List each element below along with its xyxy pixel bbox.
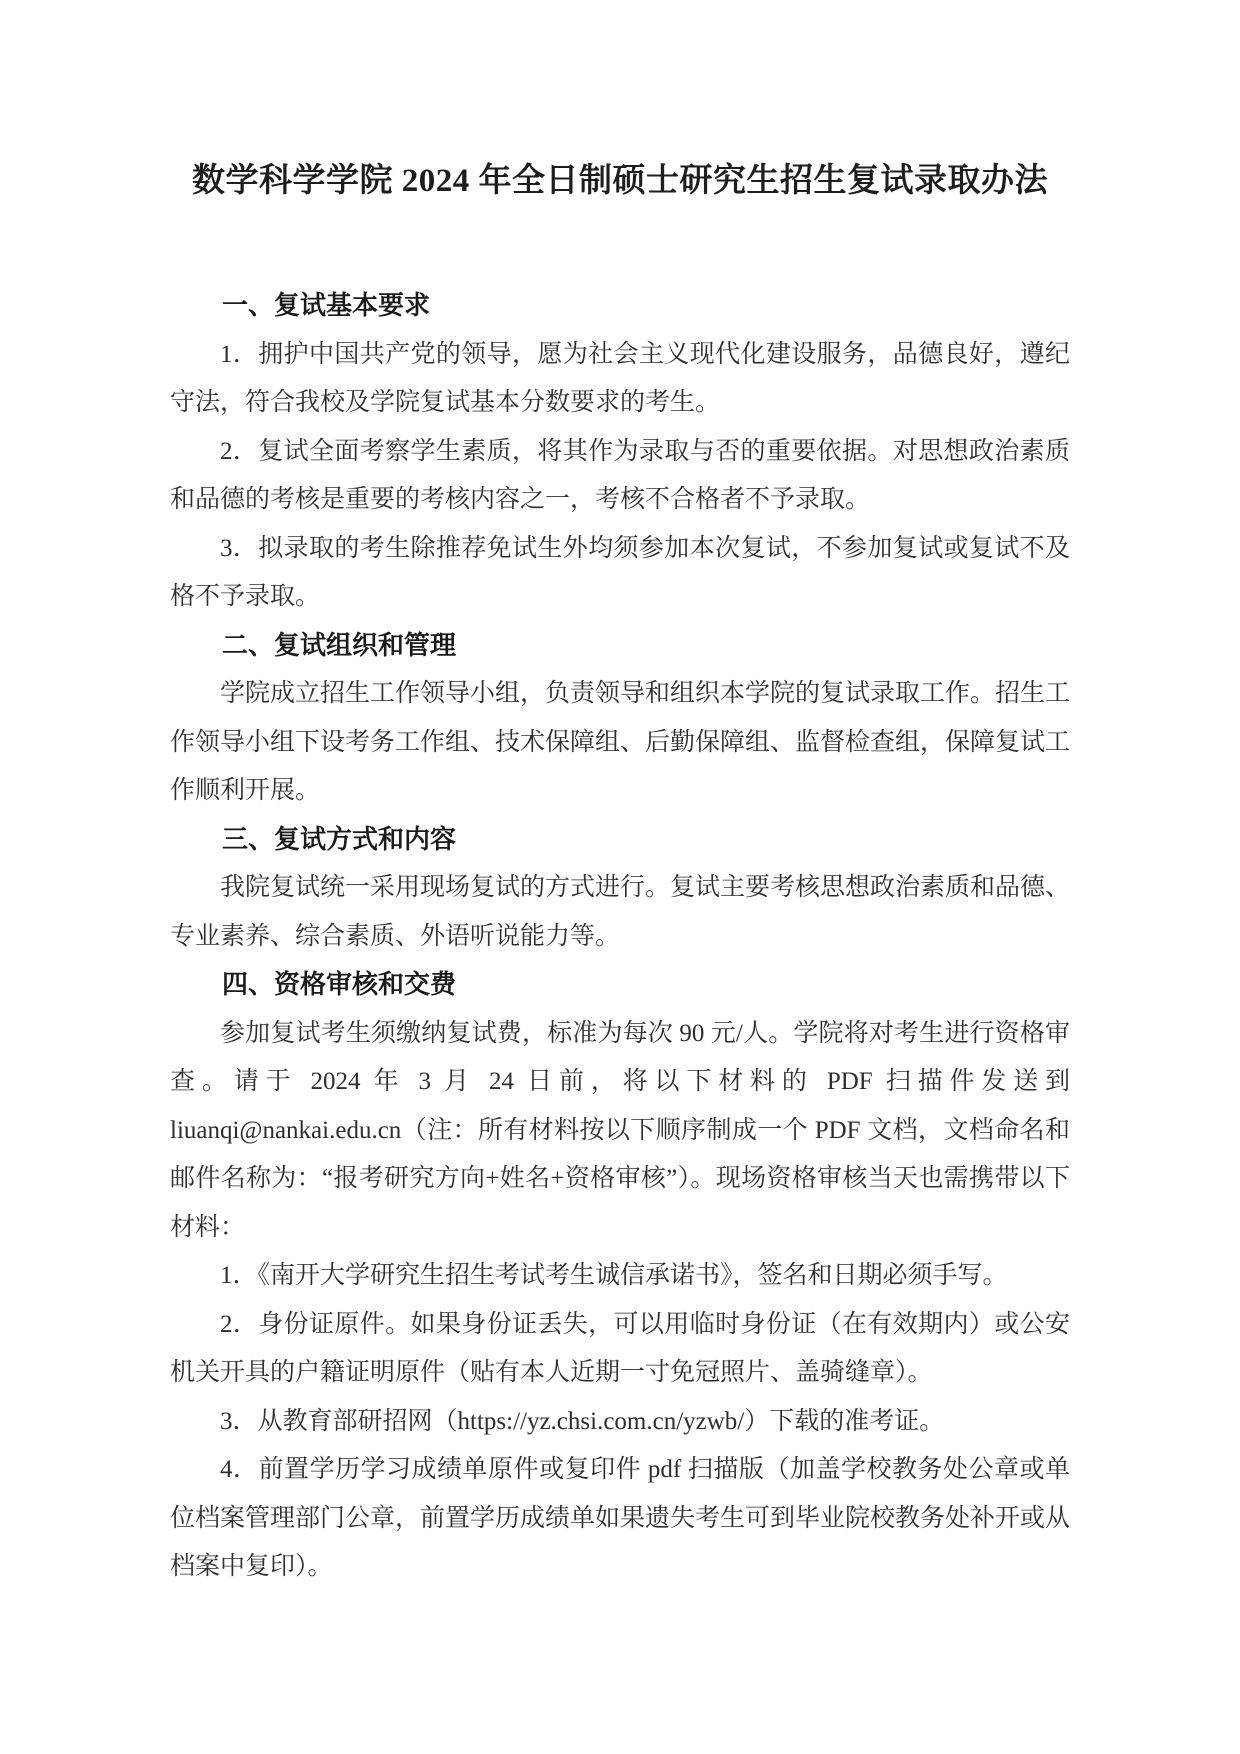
paragraph: 学院成立招生工作领导小组，负责领导和组织本学院的复试录取工作。招生工作领导小组下设考务工作组、技术保障组、后勤保障组、监督检查组，保障复试工作顺利开展。	[170, 680, 1071, 804]
paragraph: 3．从教育部研招网（https://yz.chsi.com.cn/yzwb/）下载的准考证。	[220, 1407, 945, 1435]
section-heading: 二、复试组织和管理	[222, 630, 457, 660]
paragraph: 我院复试统一采用现场复试的方式进行。复试主要考核思想政治素质和品德、专业素养、综合素质、外语听说能力等。	[170, 874, 1071, 950]
section-heading: 三、复试方式和内容	[222, 824, 457, 854]
document-title: 数学科学学院 2024 年全日制硕士研究生招生复试录取办法	[192, 163, 1048, 199]
section-heading: 一、复试基本要求	[222, 291, 431, 320]
paragraph: 1．拥护中国共产党的领导，愿为社会主义现代化建设服务，品德良好，遵纪守法，符合我校及学院复试基本分数要求的考生。	[170, 340, 1070, 416]
paragraph: 1．《南开大学研究生招生考试考生诚信承诺书》，签名和日期必须手写。	[220, 1262, 1008, 1289]
paragraph: 2．复试全面考察学生素质，将其作为录取与否的重要依据。对思想政治素质和品德的考核是重要的考核内容之一，考核不合格者不予录取。	[170, 437, 1070, 513]
document-body	[170, 282, 1070, 1592]
paragraph: 参加复试考生须缴纳复试费，标准为每次 90 元/人。学院将对考生进行资格审查。请于 2024 年 3 月 24 日前，将以下材料的 PDF 扫描件发送到 liuanqi@nankai.edu.cn（注：所有材料按以下顺序制成一个 PDF 文档，文档命名和邮件名称为：“报考研究方向+姓名+资格审核”）。现场资格审核当天也需携带以下材料：	[170, 1019, 1070, 1241]
section-heading: 四、资格审核和交费	[222, 970, 457, 999]
paragraph: 3．拟录取的考生除推荐免试生外均须参加本次复试，不参加复试或复试不及格不予录取。	[170, 534, 1070, 610]
paragraph: 2．身份证原件。如果身份证丢失，可以用临时身份证（在有效期内）或公安机关开具的户籍证明原件（贴有本人近期一寸免冠照片、盖骑缝章）。	[170, 1310, 1070, 1386]
paragraph: 4．前置学历学习成绩单原件或复印件 pdf 扫描版（加盖学校教务处公章或单位档案管理部门公章，前置学历成绩单如果遗失考生可到毕业院校教务处补开或从档案中复印）。	[170, 1456, 1071, 1580]
